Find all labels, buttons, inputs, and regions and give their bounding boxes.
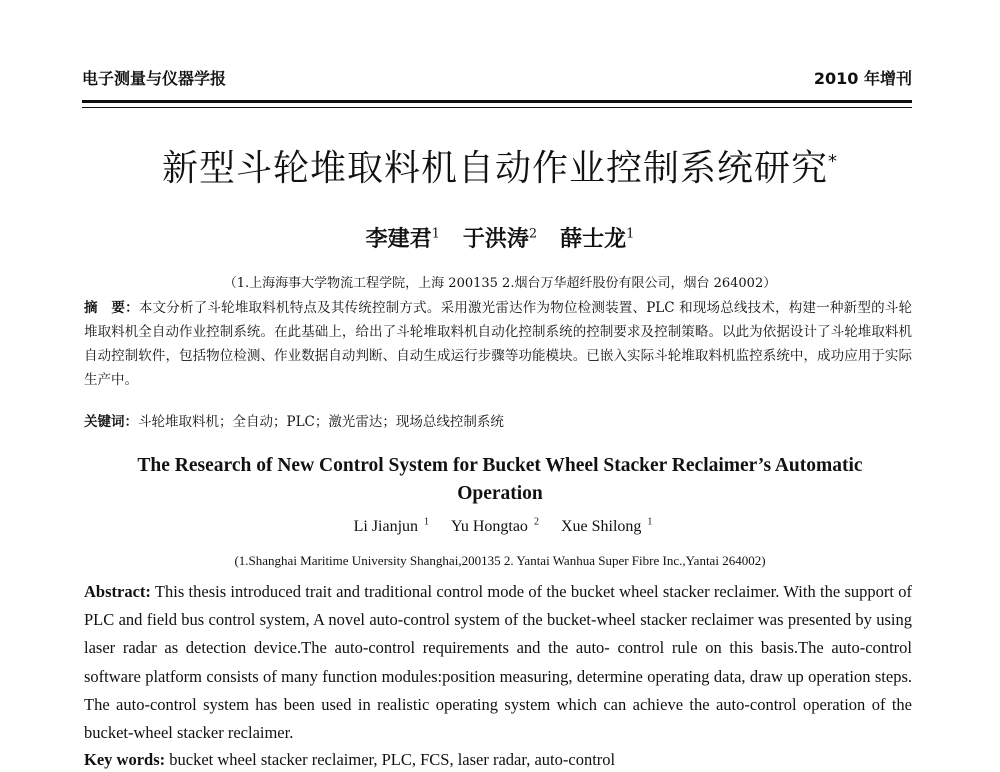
- english-keywords: [84, 748, 912, 772]
- author-name: 于洪涛: [462, 226, 529, 252]
- english-abstract: [84, 578, 912, 747]
- abstract-text: This thesis introduced trait and traditional control mode of the bucket wheel stacker reclaimer. With the support of PLC and field bus control system, A novel auto-control system of the bucket-wheel stacker reclaimer was presented by using laser radar as detection device.The auto-control requirements and the auto- control rule on this basis.The auto-control software platform consists of many function modules:position measuring, determine operating data, draw up operation steps. The auto-control system has been used in realistic operating system which can achieve the auto-control operation of the bucket-wheel stacker reclaimer.: [84, 582, 912, 743]
- abstract-label: Abstract:: [84, 582, 151, 601]
- english-affiliation: (1.Shanghai Maritime University Shanghai,200135 2. Yantai Wanhua Super Fibre Inc.,Yantai 264002): [234, 553, 766, 568]
- author-name: Xue Shilong: [560, 518, 642, 536]
- english-title: The Research of New Control System for Bucket Wheel Stacker Reclaimer’s Automatic Operation: [137, 455, 863, 504]
- journal-name: 电子测量与仪器学报: [82, 69, 227, 88]
- chinese-authors: 李建君$^1$ 于洪涛$^2$ 薛士龙$^1$: [365, 226, 635, 252]
- title-footnote-mark: *: [828, 151, 838, 172]
- author-name: 薛士龙: [560, 226, 627, 252]
- author-name: Li Jianjun: [353, 518, 419, 536]
- running-header: [82, 66, 912, 96]
- chinese-title: 新型斗轮堆取料机自动作业控制系统研究*: [161, 148, 838, 189]
- chinese-keywords: [84, 410, 912, 434]
- keywords-text: bucket wheel stacker reclaimer, PLC, FCS, laser radar, auto-control: [165, 750, 616, 769]
- chinese-abstract: [84, 296, 912, 392]
- abstract-label: 摘 要：: [84, 300, 139, 316]
- abstract-text: 本文分析了斗轮堆取料机特点及其传统控制方式。采用激光雷达作为物位检测装置、PLC 和现场总线技术，构建一种新型的斗轮堆取料机全自动作业控制系统。在此基础上，给出了斗轮堆取料机自动化控制系统的控制要求及控制策略。以此为依据设计了斗轮堆取料机自动控制软件，包括物位检测、作业数据自动判断、自动生成运行步骤等功能模块。已嵌入实际斗轮堆取料机监控系统中，成功应用于实际生产中。: [84, 300, 913, 388]
- chinese-affiliation: （1.上海海事大学物流工程学院，上海 200135 2.烟台万华超纤股份有限公司，烟台 264002）: [223, 276, 777, 291]
- author-name: 李建君: [365, 226, 432, 252]
- keywords-label: Key words:: [84, 750, 166, 769]
- issue-label: 2010 年增刊: [813, 69, 912, 88]
- keywords-text: 斗轮堆取料机；全自动；PLC；激光雷达；现场总线控制系统: [138, 414, 504, 430]
- keywords-label: 关键词：: [84, 414, 138, 430]
- header-rule-thin: [82, 107, 912, 108]
- header-rule-thick: [82, 100, 912, 103]
- english-authors: Li Jianjun $^1$ Yu Hongtao $^2$ Xue Shilong $^1$: [353, 517, 653, 536]
- author-name: Yu Hongtao: [451, 518, 528, 536]
